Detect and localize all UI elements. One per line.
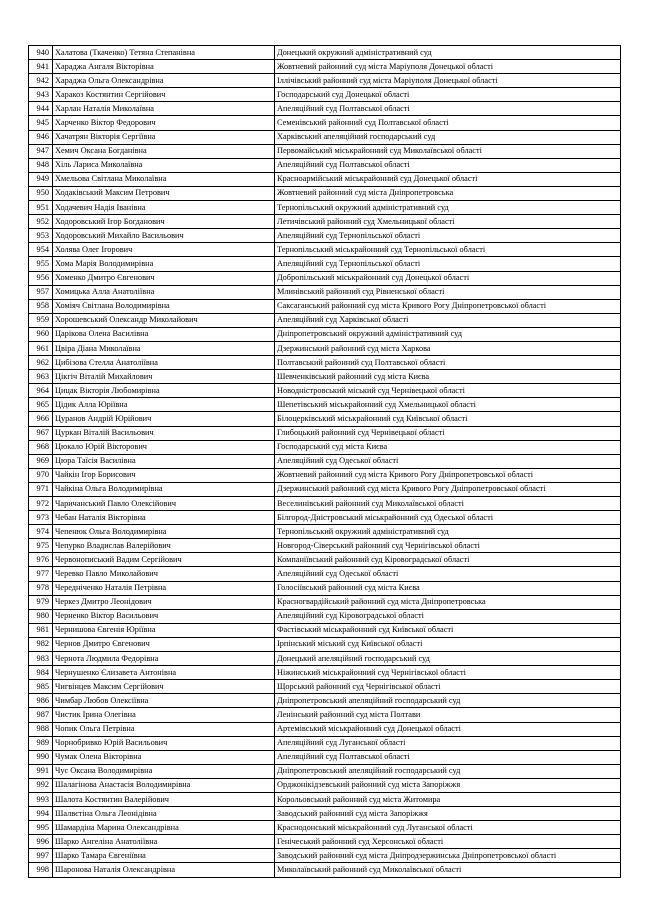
row-number: 948: [29, 158, 53, 172]
court-name: Краснодонський міськрайонний суд Луганської області: [275, 821, 621, 835]
judge-name: Хемич Оксана Богданівна: [53, 144, 275, 158]
court-name: Апеляційний суд Луганської області: [275, 736, 621, 750]
row-number: 998: [29, 863, 53, 877]
row-number: 953: [29, 229, 53, 243]
table-row: [29, 158, 621, 172]
table-row: [29, 595, 621, 609]
row-number: 949: [29, 172, 53, 186]
table-row: [29, 384, 621, 398]
judge-name: Цюра Таїсія Василівна: [53, 454, 275, 468]
table-row: [29, 468, 621, 482]
row-number: 955: [29, 257, 53, 271]
judge-name: Чумак Олена Вікторівна: [53, 750, 275, 764]
judge-name: Чистик Ірина Олегівна: [53, 708, 275, 722]
row-number: 956: [29, 271, 53, 285]
table-row: [29, 88, 621, 102]
court-name: Новодністровський міський суд Чернівецької області: [275, 384, 621, 398]
court-name: Жовтневий районний суд міста Маріуполя Донецької області: [275, 60, 621, 74]
court-name: Голосіївський районний суд міста Києва: [275, 581, 621, 595]
row-number: 966: [29, 412, 53, 426]
row-number: 946: [29, 130, 53, 144]
judge-name: Хараджа Ангаля Вікторівна: [53, 60, 275, 74]
table-row: [29, 60, 621, 74]
court-name: Красноармійський міськрайонний суд Донецької області: [275, 172, 621, 186]
judge-name: Чигвінцев Максим Сергійович: [53, 680, 275, 694]
row-number: 962: [29, 356, 53, 370]
court-name: Апеляційний суд Полтавської області: [275, 750, 621, 764]
table-row: [29, 356, 621, 370]
judge-name: Хмельова Світлана Миколаївна: [53, 172, 275, 186]
court-name: Первомайський міськрайонний суд Миколаївської області: [275, 144, 621, 158]
table-row: [29, 750, 621, 764]
court-name: Шевченківський районний суд міста Києва: [275, 370, 621, 384]
court-name: Семенівський районний суд Полтавської області: [275, 116, 621, 130]
table-row: [29, 144, 621, 158]
court-name: Тернопільський окружний адміністративний суд: [275, 525, 621, 539]
judge-name: Ходачевич Надія Іванівна: [53, 201, 275, 215]
row-number: 972: [29, 497, 53, 511]
court-name: Корольовський районний суд міста Житомира: [275, 792, 621, 806]
row-number: 974: [29, 525, 53, 539]
row-number: 982: [29, 637, 53, 651]
table-row: [29, 497, 621, 511]
judge-name: Чередніченко Наталія Петрівна: [53, 581, 275, 595]
court-name: Білоцерківський міськрайонний суд Київської області: [275, 412, 621, 426]
table-row: [29, 525, 621, 539]
court-name: Компаніївський районний суд Кіровоградської області: [275, 553, 621, 567]
court-name: Білгород-Дністровський міськрайонний суд Одеської області: [275, 511, 621, 525]
court-name: Апеляційний суд Тернопільської області: [275, 229, 621, 243]
judge-name: Хоміяч Світлана Володимирівна: [53, 299, 275, 313]
judge-name: Шалагінова Анастасія Володимирівна: [53, 778, 275, 792]
court-name: Дніпропетровський окружний адміністративний суд: [275, 327, 621, 341]
table-body: [29, 46, 621, 878]
table-row: [29, 201, 621, 215]
table-row: [29, 243, 621, 257]
judge-name: Черкез Дмитро Леонідович: [53, 595, 275, 609]
table-row: [29, 74, 621, 88]
row-number: 984: [29, 666, 53, 680]
judge-name: Чайкіна Ольга Володимирівна: [53, 482, 275, 496]
table-row: [29, 764, 621, 778]
table-row: [29, 398, 621, 412]
table-row: [29, 609, 621, 623]
court-name: Дзержинський районний суд міста Харкова: [275, 341, 621, 355]
judge-name: Цідик Алла Юріївна: [53, 398, 275, 412]
judge-name: Хомицька Алла Анатоліївна: [53, 285, 275, 299]
row-number: 968: [29, 440, 53, 454]
judge-name: Шарко Ангеліна Анатоліївна: [53, 835, 275, 849]
row-number: 965: [29, 398, 53, 412]
court-name: Глибоцький районний суд Чернівецької області: [275, 426, 621, 440]
row-number: 943: [29, 88, 53, 102]
row-number: 979: [29, 595, 53, 609]
table-row: [29, 680, 621, 694]
court-name: Господарський суд міста Києва: [275, 440, 621, 454]
row-number: 991: [29, 764, 53, 778]
row-number: 992: [29, 778, 53, 792]
table-row: [29, 440, 621, 454]
judge-name: Шаронова Наталія Олександрівна: [53, 863, 275, 877]
court-name: Тернопільський міськрайонний суд Тернопільської області: [275, 243, 621, 257]
judges-table: [28, 45, 621, 878]
judge-name: Харакоз Костянтин Сергійович: [53, 88, 275, 102]
judge-name: Шалота Костянтин Валерійович: [53, 792, 275, 806]
table-row: [29, 835, 621, 849]
table-row: [29, 454, 621, 468]
row-number: 964: [29, 384, 53, 398]
judge-name: Хараджа Ольга Олександрівна: [53, 74, 275, 88]
row-number: 973: [29, 511, 53, 525]
row-number: 995: [29, 821, 53, 835]
table-row: [29, 186, 621, 200]
judge-name: Шарко Тамара Євгеніївна: [53, 849, 275, 863]
court-name: Донецький окружний адміністративний суд: [275, 46, 621, 60]
row-number: 959: [29, 313, 53, 327]
row-number: 976: [29, 553, 53, 567]
court-name: Шепетівський міськрайонний суд Хмельницької області: [275, 398, 621, 412]
judge-name: Чернушенко Єлизавета Антонівна: [53, 666, 275, 680]
judge-name: Чимбар Любов Олексіївна: [53, 694, 275, 708]
court-name: Ірпінський міський суд Київської області: [275, 637, 621, 651]
court-name: Миколаївський районний суд Миколаївської області: [275, 863, 621, 877]
judge-name: Халатова (Ткаченко) Тетяна Степанівна: [53, 46, 275, 60]
court-name: Дніпропетровський апеляційний господарський суд: [275, 694, 621, 708]
row-number: 954: [29, 243, 53, 257]
court-name: Летичівський районний суд Хмельницької області: [275, 215, 621, 229]
table-row: [29, 46, 621, 60]
judge-name: Цуркан Віталій Васильович: [53, 426, 275, 440]
table-row: [29, 637, 621, 651]
judge-name: Харлан Наталія Миколаївна: [53, 102, 275, 116]
document-page: [28, 45, 620, 878]
court-name: Новгород-Сіверський районний суд Чернігівської області: [275, 539, 621, 553]
row-number: 951: [29, 201, 53, 215]
judge-name: Ходаківський Максим Петрович: [53, 186, 275, 200]
court-name: Млинівський районний суд Рівненської області: [275, 285, 621, 299]
row-number: 961: [29, 341, 53, 355]
row-number: 985: [29, 680, 53, 694]
table-row: [29, 102, 621, 116]
judge-name: Шамардіна Марина Олександрівна: [53, 821, 275, 835]
table-row: [29, 694, 621, 708]
row-number: 978: [29, 581, 53, 595]
row-number: 957: [29, 285, 53, 299]
row-number: 947: [29, 144, 53, 158]
judge-name: Чернота Людмила Федорівна: [53, 652, 275, 666]
judge-name: Чернишова Євгенія Юріївна: [53, 623, 275, 637]
row-number: 996: [29, 835, 53, 849]
judge-name: Чепенюк Ольга Володимирівна: [53, 525, 275, 539]
row-number: 942: [29, 74, 53, 88]
row-number: 981: [29, 623, 53, 637]
court-name: Заводський районний суд міста Запоріжжя: [275, 807, 621, 821]
row-number: 980: [29, 609, 53, 623]
table-row: [29, 708, 621, 722]
table-row: [29, 736, 621, 750]
table-row: [29, 821, 621, 835]
court-name: Добропільський міськрайонний суд Донецької області: [275, 271, 621, 285]
court-name: Дзержинський районний суд міста Кривого Рогу Дніпропетровської області: [275, 482, 621, 496]
row-number: 944: [29, 102, 53, 116]
judge-name: Хачатрян Вікторія Сергіївна: [53, 130, 275, 144]
row-number: 971: [29, 482, 53, 496]
row-number: 977: [29, 567, 53, 581]
table-row: [29, 215, 621, 229]
judge-name: Шалвєтіна Ольга Леонідівна: [53, 807, 275, 821]
table-row: [29, 257, 621, 271]
table-row: [29, 652, 621, 666]
court-name: Генічеський районний суд Херсонської області: [275, 835, 621, 849]
table-row: [29, 807, 621, 821]
row-number: 975: [29, 539, 53, 553]
table-row: [29, 341, 621, 355]
table-row: [29, 482, 621, 496]
row-number: 945: [29, 116, 53, 130]
row-number: 988: [29, 722, 53, 736]
table-row: [29, 285, 621, 299]
table-row: [29, 567, 621, 581]
judge-name: Чорнобривко Юрій Васильович: [53, 736, 275, 750]
judge-name: Цибізова Стелла Анатоліївна: [53, 356, 275, 370]
court-name: Фастівський міськрайонний суд Київської області: [275, 623, 621, 637]
table-row: [29, 229, 621, 243]
judge-name: Чайкін Ігор Борисович: [53, 468, 275, 482]
judge-name: Царікова Олена Василівна: [53, 327, 275, 341]
court-name: Щорський районний суд Чернігівської області: [275, 680, 621, 694]
court-name: Веселинівський районний суд Миколаївської області: [275, 497, 621, 511]
row-number: 993: [29, 792, 53, 806]
row-number: 990: [29, 750, 53, 764]
row-number: 967: [29, 426, 53, 440]
judge-name: Чернов Дмитро Євгенович: [53, 637, 275, 651]
court-name: Апеляційний суд Полтавської області: [275, 102, 621, 116]
court-name: Апеляційний суд Полтавської області: [275, 158, 621, 172]
table-row: [29, 412, 621, 426]
judge-name: Цуранов Андрій Юрійович: [53, 412, 275, 426]
table-row: [29, 172, 621, 186]
court-name: Апеляційний суд Кіровоградської області: [275, 609, 621, 623]
court-name: Артемівський міськрайонний суд Донецької області: [275, 722, 621, 736]
court-name: Апеляційний суд Одеської області: [275, 567, 621, 581]
row-number: 987: [29, 708, 53, 722]
row-number: 997: [29, 849, 53, 863]
table-row: [29, 623, 621, 637]
judge-name: Червонописький Вадим Сергійович: [53, 553, 275, 567]
row-number: 958: [29, 299, 53, 313]
row-number: 941: [29, 60, 53, 74]
court-name: Харківський апеляційний господарський суд: [275, 130, 621, 144]
table-row: [29, 370, 621, 384]
judge-name: Цюкало Юрій Вікторович: [53, 440, 275, 454]
table-row: [29, 539, 621, 553]
table-row: [29, 426, 621, 440]
judge-name: Чепурко Владислав Валерійович: [53, 539, 275, 553]
court-name: Жовтневий районний суд міста Дніпропетровська: [275, 186, 621, 200]
row-number: 994: [29, 807, 53, 821]
court-name: Орджонікідзевський районний суд міста Запоріжжя: [275, 778, 621, 792]
court-name: Тернопільський окружний адміністративний суд: [275, 201, 621, 215]
court-name: Ленінський районний суд міста Полтави: [275, 708, 621, 722]
court-name: Господарський суд Донецької області: [275, 88, 621, 102]
table-row: [29, 511, 621, 525]
judge-name: Черевко Павло Миколайович: [53, 567, 275, 581]
judge-name: Чаричанський Павло Олексійович: [53, 497, 275, 511]
row-number: 963: [29, 370, 53, 384]
row-number: 940: [29, 46, 53, 60]
table-row: [29, 116, 621, 130]
judge-name: Харченко Віктор Федорович: [53, 116, 275, 130]
table-row: [29, 722, 621, 736]
court-name: Апеляційний суд Одеської області: [275, 454, 621, 468]
row-number: 950: [29, 186, 53, 200]
judge-name: Цікгіч Віталій Михайлович: [53, 370, 275, 384]
table-row: [29, 666, 621, 680]
judge-name: Хорошевський Олександр Миколайович: [53, 313, 275, 327]
court-name: Дніпропетровський апеляційний господарський суд: [275, 764, 621, 778]
judge-name: Цицак Вікторія Любомирівна: [53, 384, 275, 398]
judge-name: Цвіра Діана Миколаївна: [53, 341, 275, 355]
court-name: Заводський районний суд міста Дніпродзержинська Дніпропетровської області: [275, 849, 621, 863]
judge-name: Ходоровський Ігор Богданович: [53, 215, 275, 229]
judge-name: Чус Оксана Володимирівна: [53, 764, 275, 778]
judge-name: Черненко Віктор Васильович: [53, 609, 275, 623]
row-number: 952: [29, 215, 53, 229]
judge-name: Хома Марія Володимирівна: [53, 257, 275, 271]
table-row: [29, 849, 621, 863]
court-name: Полтавський районний суд Полтавської області: [275, 356, 621, 370]
table-row: [29, 271, 621, 285]
table-row: [29, 581, 621, 595]
table-row: [29, 863, 621, 877]
table-row: [29, 327, 621, 341]
table-row: [29, 313, 621, 327]
judge-name: Ходоровський Михайло Васильович: [53, 229, 275, 243]
court-name: Апеляційний суд Харківської області: [275, 313, 621, 327]
table-row: [29, 792, 621, 806]
row-number: 986: [29, 694, 53, 708]
court-name: Ніжинський міськрайонний суд Чернігівської області: [275, 666, 621, 680]
row-number: 989: [29, 736, 53, 750]
table-row: [29, 553, 621, 567]
court-name: Іллічівський районний суд міста Маріуполя Донецької області: [275, 74, 621, 88]
table-row: [29, 299, 621, 313]
row-number: 969: [29, 454, 53, 468]
table-row: [29, 778, 621, 792]
judge-name: Чебан Наталія Вікторівна: [53, 511, 275, 525]
table-row: [29, 130, 621, 144]
court-name: Апеляційний суд Тернопільської області: [275, 257, 621, 271]
court-name: Донецький апеляційний господарський суд: [275, 652, 621, 666]
row-number: 960: [29, 327, 53, 341]
judge-name: Хіль Лариса Миколаївна: [53, 158, 275, 172]
judge-name: Холява Олег Ігорович: [53, 243, 275, 257]
judge-name: Чопик Ольга Петрівна: [53, 722, 275, 736]
judge-name: Хоменко Дмитро Євгенович: [53, 271, 275, 285]
court-name: Красногвардійський районний суд міста Дніпропетровська: [275, 595, 621, 609]
row-number: 983: [29, 652, 53, 666]
court-name: Жовтневий районний суд міста Кривого Рогу Дніпропетровської області: [275, 468, 621, 482]
court-name: Саксаганський районний суд міста Кривого Рогу Дніпропетровської області: [275, 299, 621, 313]
row-number: 970: [29, 468, 53, 482]
